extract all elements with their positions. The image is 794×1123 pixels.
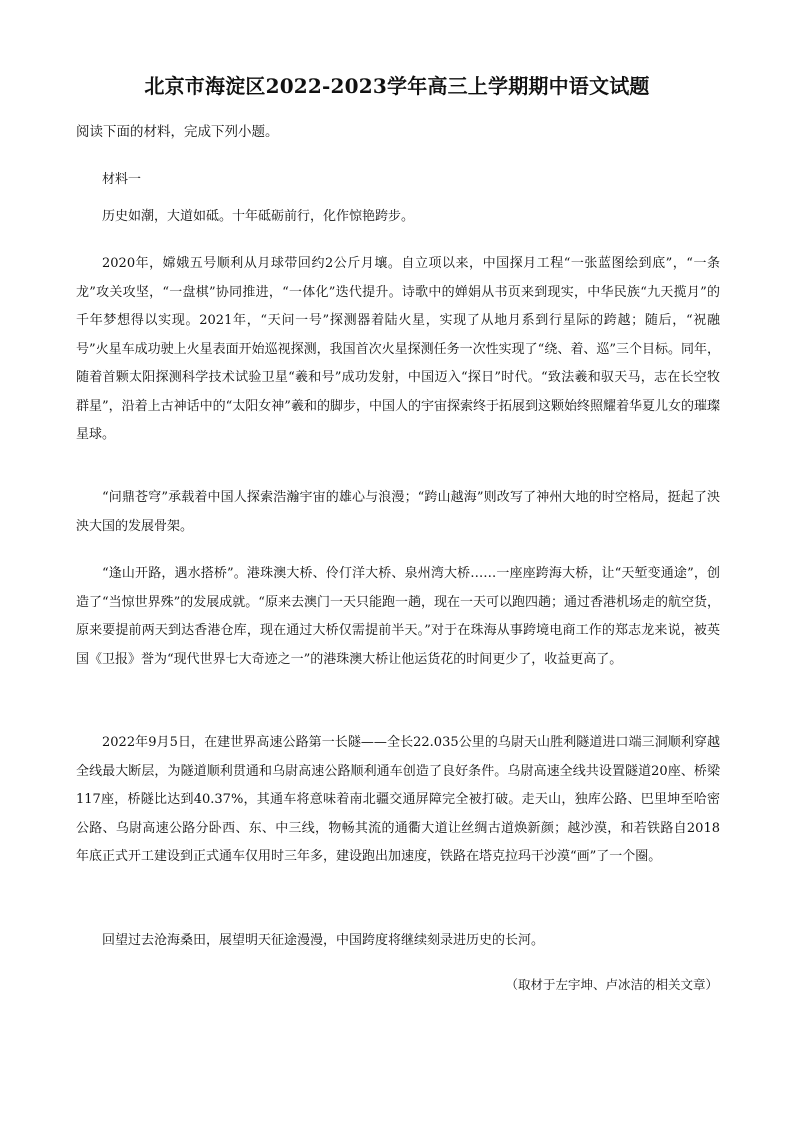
reading-instruction: 阅读下面的材料，完成下列小题。 bbox=[76, 124, 279, 140]
paragraph: “逢山开路，遇水搭桥”。港珠澳大桥、伶仃洋大桥、泉州湾大桥……一座座跨海大桥，让“天堑变通途”，创造了“当惊世界殊”的发展成就。“原来去澳门一天只能跑一趟，现在一天可以跑四趟；通过香港机场走的航空货，原来要提前两天到达香港仓库，现在通过大桥仅需提前半天。”对于在珠海从事跨境电商工作的郑志龙来说，被英国《卫报》誉为“现代世界七大奇迹之一”的港珠澳大桥让他运货花的时间更少了，收益更高了。 bbox=[76, 566, 720, 667]
material-label: 材料一 bbox=[102, 172, 142, 187]
paragraph: 回望过去沧海桑田，展望明天征途漫漫，中国跨度将继续刻录进历史的长河。 bbox=[102, 933, 545, 948]
page-title: 北京市海淀区2022-2023学年高三上学期期中语文试题 bbox=[144, 74, 650, 98]
paragraph: 2022年9月5日，在建世界高速公路第一长隧——全长22.035公里的乌尉天山胜利隧道进口端三洞顺利穿越全线最大断层，为隧道顺利贯通和乌尉高速公路顺利通车创造了良好条件。乌尉高速全线共设置隧道20座、桥梁117座，桥隧比达到40.37%，其通车将意味着南北疆交通屏障完全被打破。走天山，独库公路、巴里坤至哈密公路、乌尉高速公路分卧西、东、中三线，物畅其流的通衢大道让丝绸古道焕新颜；越沙漠，和若铁路自2018年底正式开工建设到正式通车仅用时三年多，建设跑出加速度，铁路在塔克拉玛干沙漠“画”了一个圈。 bbox=[76, 735, 720, 864]
source-note: （取材于左宇坤、卢冰洁的相关文章） bbox=[505, 977, 718, 992]
paragraph: 历史如潮，大道如砥。十年砥砺前行，化作惊艳跨步。 bbox=[102, 209, 415, 224]
paragraph: “问鼎苍穹”承载着中国人探索浩瀚宇宙的雄心与浪漫；“跨山越海”则改写了神州大地的时空格局，挺起了泱泱大国的发展骨架。 bbox=[76, 490, 720, 534]
paragraph: 2020年，嫦娥五号顺利从月球带回约2公斤月壤。自立项以来，中国探月工程“一张蓝图绘到底”，“一条龙”攻关攻坚，“一盘棋”协同推进，“一体化”迭代提升。诗歌中的婵娟从书页来到现实，中华民族“九天揽月”的千年梦想得以实现。2021年，“天问一号”探测器着陆火星，实现了从地月系到行星际的跨越；随后，“祝融号”火星车成功驶上火星表面开始巡视探测，我国首次火星探测任务一次性实现了“绕、着、巡”三个目标。同年，随着首颗太阳探测科学技术试验卫星“羲和号”成功发射，中国迈入“探日”时代。“致法羲和驭天马，志在长空牧群星”，沿着上古神话中的“太阳女神”羲和的脚步，中国人的宇宙探索终于拓展到这颗始终照耀着华夏儿女的璀璨星球。 bbox=[76, 256, 720, 442]
